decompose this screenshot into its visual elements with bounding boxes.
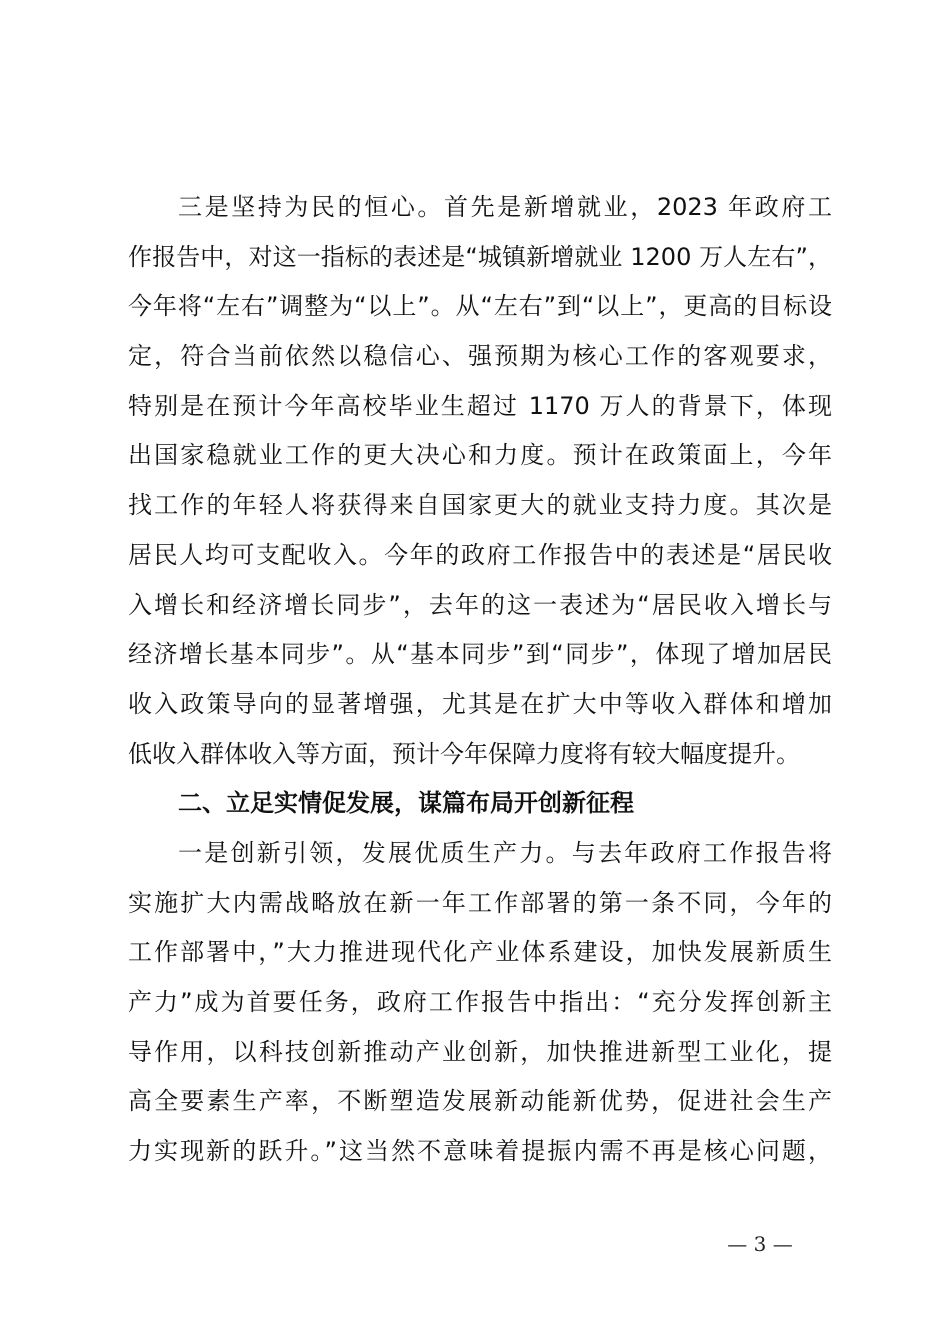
text-line: 找工作的年轻人将获得来自国家更大的就业支持力度。其次是	[128, 491, 832, 520]
text-line: 收入政策导向的显著增强，尤其是在扩大中等收入群体和增加	[128, 689, 832, 718]
page-number: — 3 —	[727, 1232, 793, 1256]
document-body	[128, 183, 832, 1177]
text-line: 今年将“左右”调整为“以上”。从“左右”到“以上”，更高的目标设	[128, 292, 832, 321]
text-line: 居民人均可支配收入。今年的政府工作报告中的表述是“居民收	[128, 540, 832, 569]
text-line: 出国家稳就业工作的更大决心和力度。预计在政策面上，今年	[128, 441, 832, 470]
paragraph-employment-income	[128, 183, 832, 779]
text-line: 力实现新的跃升。”这当然不意味着提振内需不再是核心问题，	[128, 1137, 832, 1166]
text-line: 高全要素生产率，不断塑造发展新动能新优势，促进社会生产	[128, 1087, 832, 1116]
text-line: 导作用，以科技创新推动产业创新，加快推进新型工业化，提	[128, 1037, 832, 1066]
paragraph-innovation	[128, 829, 832, 1177]
text-line: 三是坚持为民的恒心。首先是新增就业，2023 年政府工	[178, 193, 832, 221]
text-line: 入增长和经济增长同步”，去年的这一表述为“居民收入增长与	[128, 590, 832, 619]
section-heading	[128, 779, 832, 829]
section-heading-text: 二、立足实情促发展，谋篇布局开创新征程	[178, 789, 634, 818]
text-line: 实施扩大内需战略放在新一年工作部署的第一条不同，今年的	[128, 888, 832, 917]
text-line: 经济增长基本同步”。从“基本同步”到“同步”，体现了增加居民	[128, 640, 832, 669]
text-line: 工作部署中，”大力推进现代化产业体系建设，加快发展新质生	[128, 938, 832, 967]
text-line: 一是创新引领，发展优质生产力。与去年政府工作报告将	[178, 838, 832, 867]
text-line: 产力”成为首要任务，政府工作报告中指出：“充分发挥创新主	[128, 988, 832, 1016]
text-line: 作报告中，对这一指标的表述是“城镇新增就业 1200 万人左右”，	[128, 242, 832, 271]
text-line: 特别是在预计今年高校毕业生超过 1170 万人的背景下，体现	[128, 391, 832, 420]
text-line: 低收入群体收入等方面，预计今年保障力度将有较大幅度提升。	[128, 739, 800, 768]
text-line: 定，符合当前依然以稳信心、强预期为核心工作的客观要求，	[128, 342, 832, 371]
